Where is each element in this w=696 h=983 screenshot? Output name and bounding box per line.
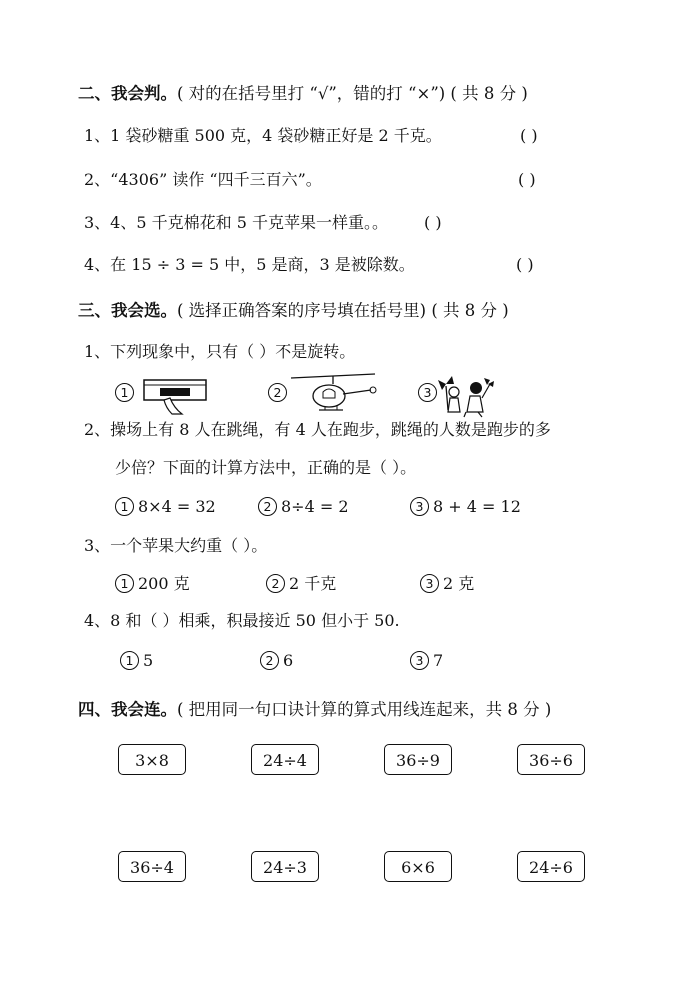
connect-top-box-1[interactable]: 3×8 xyxy=(118,744,186,775)
drawer-icon xyxy=(142,376,208,416)
judge-answer-blank-3[interactable]: ( ) xyxy=(424,213,442,232)
option-number: 2 xyxy=(260,651,279,670)
choose-q3-option-2[interactable]: 2 2 千克 xyxy=(266,573,336,595)
judge-answer-blank-4[interactable]: ( ) xyxy=(516,255,534,274)
judge-answer-blank-2[interactable]: ( ) xyxy=(518,170,536,189)
choose-q1-option-1[interactable] xyxy=(115,382,138,404)
option-number: 3 xyxy=(410,651,429,670)
option-number: 1 xyxy=(115,574,134,593)
judge-item-1: 1、1 袋砂糖重 500 克，4 袋砂糖正好是 2 千克。 xyxy=(84,126,442,145)
option-number: 2 xyxy=(258,497,277,516)
choose-q4-option-1[interactable]: 1 5 xyxy=(120,650,153,672)
choose-q3-option-3[interactable]: 3 2 克 xyxy=(420,573,474,595)
judge-item-2: 2、“4306” 读作 “四千三百六”。 xyxy=(84,170,322,189)
kids-pinwheel-icon xyxy=(432,370,498,418)
choose-q1-text: 1、下列现象中，只有（ ）不是旋转。 xyxy=(84,342,356,361)
option-number: 1 xyxy=(115,497,134,516)
option-number: 3 xyxy=(420,574,439,593)
choose-q4-option-2[interactable]: 2 6 xyxy=(260,650,293,672)
section-choose-heading: 三、我会选。( 选择正确答案的序号填在括号里) ( 共 8 分 ) xyxy=(78,301,509,320)
connect-bottom-box-3[interactable]: 6×6 xyxy=(384,851,452,882)
section-connect-heading: 四、我会连。( 把用同一句口诀计算的算式用线连起来，共 8 分 ) xyxy=(78,700,552,719)
choose-q4-option-3[interactable]: 3 7 xyxy=(410,650,443,672)
option-number: 1 xyxy=(120,651,139,670)
connect-bottom-box-4[interactable]: 24÷6 xyxy=(517,851,585,882)
option-number: 2 xyxy=(268,383,287,402)
choose-q3-option-1[interactable]: 1 200 克 xyxy=(115,573,190,595)
connect-bottom-box-2[interactable]: 24÷3 xyxy=(251,851,319,882)
helicopter-icon xyxy=(285,372,381,416)
option-number: 2 xyxy=(266,574,285,593)
choose-q3-text: 3、一个苹果大约重（ ）。 xyxy=(84,536,268,555)
choose-q4-text: 4、8 和（ ）相乘，积最接近 50 但小于 50. xyxy=(84,611,400,630)
choose-q2-text-line1: 2、操场上有 8 人在跳绳，有 4 人在跑步，跳绳的人数是跑步的多 xyxy=(84,420,551,439)
connect-top-box-2[interactable]: 24÷4 xyxy=(251,744,319,775)
choose-q2-option-1[interactable]: 1 8×4 = 32 xyxy=(115,496,216,518)
choose-q2-text-line2: 少倍？下面的计算方法中，正确的是（ ）。 xyxy=(115,458,417,477)
connect-top-box-4[interactable]: 36÷6 xyxy=(517,744,585,775)
judge-item-3: 3、4、5 千克棉花和 5 千克苹果一样重。。 xyxy=(84,213,388,232)
judge-answer-blank-1[interactable]: ( ) xyxy=(520,126,538,145)
section-judge-heading: 二、我会判。( 对的在括号里打 “√”，错的打 “×”) ( 共 8 分 ) xyxy=(78,84,528,103)
choose-q2-option-2[interactable]: 2 8÷4 = 2 xyxy=(258,496,349,518)
option-number: 3 xyxy=(410,497,429,516)
option-number: 1 xyxy=(115,383,134,402)
judge-item-4: 4、在 15 ÷ 3 = 5 中，5 是商，3 是被除数。 xyxy=(84,255,415,274)
connect-top-box-3[interactable]: 36÷9 xyxy=(384,744,452,775)
connect-bottom-box-1[interactable]: 36÷4 xyxy=(118,851,186,882)
option-number: 3 xyxy=(418,383,437,402)
choose-q2-option-3[interactable]: 3 8 + 4 = 12 xyxy=(410,496,521,518)
